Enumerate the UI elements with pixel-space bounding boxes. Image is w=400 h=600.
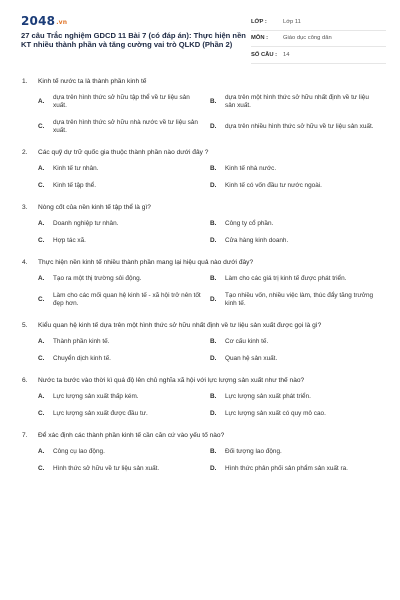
option-text: dựa trên hình thức sở hữu tập thể về tư liệu sản xuất. — [53, 94, 190, 109]
option-letter: C. — [38, 296, 45, 303]
answer-option[interactable] — [210, 220, 382, 228]
question-number: 2. — [22, 149, 28, 156]
answer-options — [38, 94, 400, 135]
meta-row-class — [251, 14, 386, 31]
answer-option[interactable] — [210, 393, 382, 401]
meta-value: Lớp 11 — [283, 18, 301, 25]
answer-option[interactable] — [38, 448, 210, 456]
option-text: dựa trên một hình thức sở hữu nhất định về tư liệu sản xuất. — [225, 94, 369, 109]
option-text: Hình thức sở hữu về tư liệu sản xuất. — [53, 465, 160, 472]
answer-option[interactable] — [38, 182, 210, 190]
logo-text: 2048 — [21, 14, 56, 28]
question-text: Để xác định các thành phần kinh tế cần căn cứ vào yếu tố nào? — [38, 432, 225, 439]
question-number: 5. — [22, 322, 28, 329]
question-item — [0, 149, 400, 190]
option-text: Hợp tác xã. — [53, 237, 86, 244]
answer-option[interactable] — [210, 237, 382, 245]
meta-row-subject — [251, 31, 386, 48]
answer-options — [38, 338, 400, 363]
question-number: 1. — [22, 78, 28, 85]
answer-options — [38, 448, 400, 473]
option-text: Kinh tế tư nhân. — [53, 165, 99, 172]
logo-suffix: .vn — [56, 19, 68, 26]
option-letter: B. — [210, 338, 217, 345]
option-letter: C. — [38, 465, 45, 472]
question-text: Kiểu quan hệ kinh tế dựa trên một hình thức sở hữu nhất định về tư liệu sản xuất được gọi là gì? — [38, 322, 322, 329]
question-item — [0, 432, 400, 473]
answer-options — [38, 275, 400, 308]
question-number: 6. — [22, 377, 28, 384]
site-logo[interactable] — [21, 14, 67, 28]
answer-option[interactable] — [38, 237, 210, 245]
answer-option[interactable] — [38, 393, 210, 401]
option-letter: C. — [38, 355, 45, 362]
option-text: Kinh tế tập thể. — [53, 182, 96, 189]
option-text: Hình thức phân phối sản phẩm sản xuất ra. — [225, 465, 348, 472]
option-text: Tạo nhiều vốn, nhiều việc làm, thúc đẩy tăng trưởng kinh tế. — [225, 292, 374, 307]
option-text: Làm cho các mối quan hệ kinh tế - xã hội trở nên tốt đẹp hơn. — [53, 292, 201, 307]
answer-option[interactable] — [38, 119, 210, 135]
option-letter: B. — [210, 393, 217, 400]
option-letter: A. — [38, 448, 45, 455]
option-text: Làm cho các giá trị kinh tế được phát triển. — [225, 275, 347, 282]
meta-value: 14 — [283, 51, 290, 58]
meta-row-count — [251, 47, 386, 64]
question-stem — [22, 204, 400, 212]
answer-option[interactable] — [210, 94, 382, 110]
meta-value: Giáo dục công dân — [283, 35, 332, 42]
option-text: Chuyển dịch kinh tế. — [53, 355, 111, 362]
answer-option[interactable] — [38, 275, 210, 283]
question-item — [0, 259, 400, 308]
option-text: Kinh tế có vốn đầu tư nước ngoài. — [225, 182, 322, 189]
option-letter: C. — [38, 123, 45, 130]
option-letter: D. — [210, 465, 217, 472]
question-stem — [22, 259, 400, 267]
option-text: Quan hệ sản xuất. — [225, 355, 278, 362]
question-stem — [22, 78, 400, 86]
option-letter: B. — [210, 98, 217, 105]
answer-option[interactable] — [210, 448, 382, 456]
page-header — [0, 0, 400, 64]
answer-option[interactable] — [38, 94, 210, 110]
question-number: 7. — [22, 432, 28, 439]
answer-option[interactable] — [210, 338, 382, 346]
answer-option[interactable] — [38, 338, 210, 346]
option-text: Doanh nghiệp tư nhân. — [53, 220, 119, 227]
option-text: Lực lượng sản xuất có quy mô cao. — [225, 410, 326, 417]
option-text: dựa trên hình thức sở hữu nhà nước về tư liệu sản xuất. — [53, 119, 198, 134]
answer-option[interactable] — [210, 465, 382, 473]
meta-table — [251, 14, 386, 64]
question-stem — [22, 377, 400, 385]
option-letter: D. — [210, 355, 217, 362]
option-text: Đối tượng lao động. — [225, 448, 282, 455]
option-letter: A. — [38, 165, 45, 172]
option-letter: B. — [210, 275, 217, 282]
option-letter: B. — [210, 220, 217, 227]
question-number: 4. — [22, 259, 28, 266]
answer-options — [38, 220, 400, 245]
answer-option[interactable] — [38, 292, 210, 308]
meta-label: MÔN : — [251, 35, 269, 42]
answer-option[interactable] — [38, 465, 210, 473]
answer-option[interactable] — [210, 119, 382, 135]
question-text: Nước ta bước vào thời kì quá độ lên chủ nghĩa xã hội với lực lượng sản xuất như thế nào? — [38, 377, 305, 384]
question-item — [0, 78, 400, 135]
answer-option[interactable] — [38, 220, 210, 228]
answer-option[interactable] — [210, 355, 382, 363]
meta-label: SỐ CÂU : — [251, 51, 278, 58]
answer-option[interactable] — [210, 165, 382, 173]
question-text: Kinh tế nước ta là thành phần kinh tế — [38, 78, 147, 85]
option-text: Công cụ lao động. — [53, 448, 105, 455]
meta-label: LỚP : — [251, 18, 267, 25]
option-text: Lực lượng sản xuất phát triển. — [225, 393, 311, 400]
option-letter: D. — [210, 237, 217, 244]
answer-option[interactable] — [38, 165, 210, 173]
question-list — [0, 78, 400, 487]
option-letter: A. — [38, 393, 45, 400]
answer-option[interactable] — [38, 355, 210, 363]
question-item — [0, 322, 400, 363]
option-text: Thành phần kinh tế. — [53, 338, 110, 345]
question-item — [0, 377, 400, 418]
option-text: Cơ cấu kinh tế. — [225, 338, 269, 345]
answer-option[interactable] — [210, 182, 382, 190]
option-text: Lực lượng sản xuất thấp kém. — [53, 393, 139, 400]
option-letter: A. — [38, 98, 45, 105]
option-letter: B. — [210, 448, 217, 455]
option-letter: D. — [210, 182, 217, 189]
question-stem — [22, 432, 400, 440]
option-letter: C. — [38, 410, 45, 417]
answer-options — [38, 393, 400, 418]
option-text: dựa trên nhiều hình thức sở hữu về tư liệu sản xuất. — [225, 123, 374, 130]
option-letter: B. — [210, 165, 217, 172]
option-letter: A. — [38, 338, 45, 345]
option-letter: C. — [38, 237, 45, 244]
option-text: Cửa hàng kinh doanh. — [225, 237, 289, 244]
option-letter: D. — [210, 296, 217, 303]
answer-option[interactable] — [210, 410, 382, 418]
question-text: Thực hiện nền kinh tế nhiều thành phần mang lại hiệu quả nào dưới đây? — [38, 259, 254, 266]
question-text: Các quỹ dự trữ quốc gia thuộc thành phần nào dưới đây ? — [38, 149, 209, 156]
question-stem — [22, 322, 400, 330]
answer-option[interactable] — [38, 410, 210, 418]
question-number: 3. — [22, 204, 28, 211]
option-text: Tạo ra một thị trường sôi động. — [53, 275, 142, 282]
option-letter: D. — [210, 410, 217, 417]
question-item — [0, 204, 400, 245]
answer-option[interactable] — [210, 275, 382, 283]
option-text: Công ty cổ phần. — [225, 220, 274, 227]
answer-options — [38, 165, 400, 190]
option-letter: C. — [38, 182, 45, 189]
question-stem — [22, 149, 400, 157]
option-letter: A. — [38, 275, 45, 282]
document-title: 27 câu Trắc nghiệm GDCD 11 Bài 7 (có đáp án): Thực hiện nền KT nhiều thành phần và tăng cường vai trò QLKD (Phần 2) — [21, 31, 246, 50]
option-text: Kinh tế nhà nước. — [225, 165, 277, 172]
option-text: Lực lượng sản xuất được đầu tư. — [53, 410, 148, 417]
option-letter: A. — [38, 220, 45, 227]
answer-option[interactable] — [210, 292, 382, 308]
question-text: Nòng cốt của nền kinh tế tập thể là gì? — [38, 204, 151, 211]
option-letter: D. — [210, 123, 217, 130]
